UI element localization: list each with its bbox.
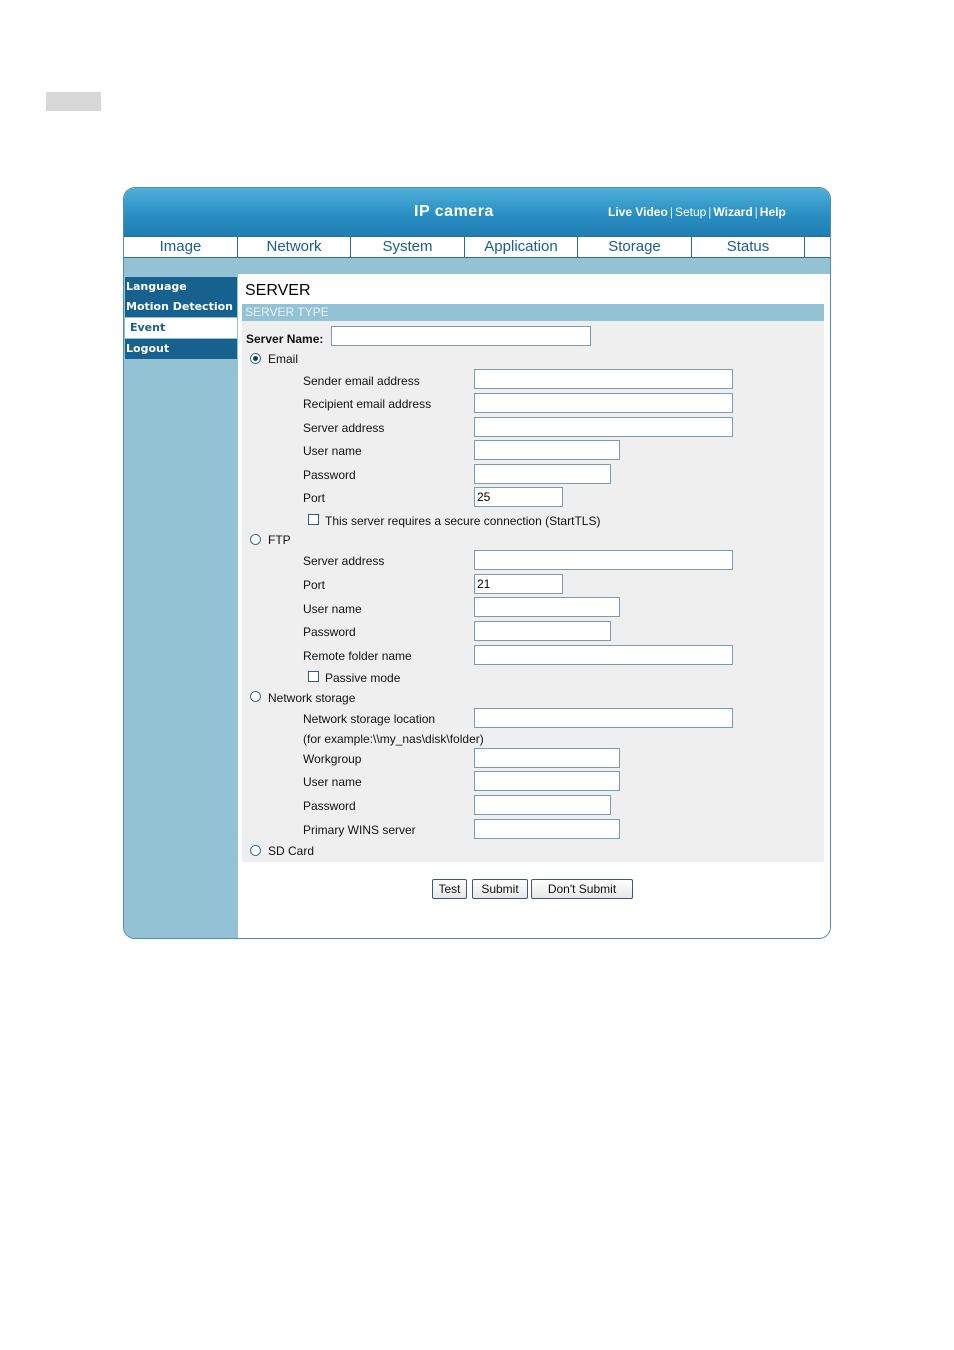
server-type-panel (242, 304, 824, 862)
tab-network[interactable]: Network (238, 237, 351, 257)
dont-submit-button[interactable]: Don't Submit (531, 879, 633, 899)
app-title: IP camera (414, 203, 494, 220)
main-content (238, 274, 830, 938)
sidebar-item-logout[interactable]: Logout (125, 339, 237, 359)
sender-email-label: Sender email address (303, 374, 420, 388)
passive-mode-checkbox[interactable] (308, 671, 319, 682)
remote-folder-label: Remote folder name (303, 649, 412, 663)
sidebar (124, 274, 238, 938)
email-port-label: Port (303, 491, 326, 505)
submit-button[interactable]: Submit (472, 879, 528, 899)
network-storage-radio[interactable] (250, 691, 261, 702)
header-links: Live Video | Setup | Wizard | Help (608, 205, 786, 219)
ftp-user-name-label: User name (303, 602, 362, 616)
ns-user-name-input[interactable] (474, 771, 620, 791)
ftp-port-input[interactable] (474, 574, 563, 594)
ftp-radio[interactable] (250, 534, 261, 545)
ns-password-label: Password (303, 799, 356, 813)
network-storage-example-label: (for example:\\my_nas\disk\folder) (303, 732, 484, 746)
wins-server-input[interactable] (474, 819, 620, 839)
tab-system[interactable]: System (351, 237, 465, 257)
recipient-email-input[interactable] (474, 393, 733, 413)
server-name-label: Server Name: (246, 332, 324, 346)
ns-password-input[interactable] (474, 795, 611, 815)
email-server-address-input[interactable] (474, 417, 733, 437)
ftp-port-label: Port (303, 578, 326, 592)
email-port-input[interactable] (474, 487, 563, 507)
test-button[interactable]: Test (432, 879, 467, 899)
sidebar-item-motion-detection[interactable]: Motion Detection (125, 297, 237, 317)
sub-nav-bar (124, 258, 830, 274)
wizard-link[interactable]: Wizard (713, 205, 753, 219)
email-radio[interactable] (250, 353, 261, 364)
starttls-label: This server requires a secure connection (StartTLS) (325, 514, 601, 528)
starttls-checkbox[interactable] (308, 514, 319, 525)
ftp-label: FTP (268, 533, 291, 547)
tab-storage[interactable]: Storage (578, 237, 692, 257)
help-link[interactable]: Help (759, 205, 786, 219)
email-server-address-label: Server address (303, 421, 385, 435)
wins-server-label: Primary WINS server (303, 823, 416, 837)
main-tabs (124, 236, 830, 258)
ns-user-name-label: User name (303, 775, 362, 789)
email-user-name-label: User name (303, 444, 362, 458)
sidebar-item-language[interactable]: Language (125, 277, 237, 297)
tab-status[interactable]: Status (692, 237, 805, 257)
network-storage-location-input[interactable] (474, 708, 733, 728)
email-user-name-input[interactable] (474, 440, 620, 460)
sd-card-radio[interactable] (250, 845, 261, 856)
sidebar-item-event[interactable]: Event (125, 318, 237, 338)
ftp-server-address-input[interactable] (474, 550, 733, 570)
section-header: SERVER TYPE (242, 304, 824, 321)
live-video-link[interactable]: Live Video (608, 205, 668, 219)
tab-image[interactable]: Image (124, 237, 238, 257)
ftp-password-input[interactable] (474, 621, 611, 641)
header-bar (124, 188, 830, 236)
recipient-email-label: Recipient email address (303, 397, 432, 411)
server-name-input[interactable] (331, 326, 591, 346)
network-storage-location-label: Network storage location (303, 712, 436, 726)
email-label: Email (268, 352, 299, 366)
setup-link[interactable]: Setup (674, 205, 707, 219)
ftp-server-address-label: Server address (303, 554, 385, 568)
email-password-input[interactable] (474, 464, 611, 484)
workgroup-label: Workgroup (303, 752, 362, 766)
network-storage-label: Network storage (268, 691, 356, 705)
ftp-user-name-input[interactable] (474, 597, 620, 617)
ftp-password-label: Password (303, 625, 356, 639)
email-password-label: Password (303, 468, 356, 482)
page-title: SERVER (245, 282, 311, 299)
remote-folder-input[interactable] (474, 645, 733, 665)
page-header-tab (46, 92, 101, 111)
sd-card-label: SD Card (268, 844, 315, 858)
tab-application[interactable]: Application (465, 237, 578, 257)
workgroup-input[interactable] (474, 748, 620, 768)
camera-web-ui (123, 187, 831, 939)
sender-email-input[interactable] (474, 369, 733, 389)
passive-mode-label: Passive mode (325, 671, 401, 685)
